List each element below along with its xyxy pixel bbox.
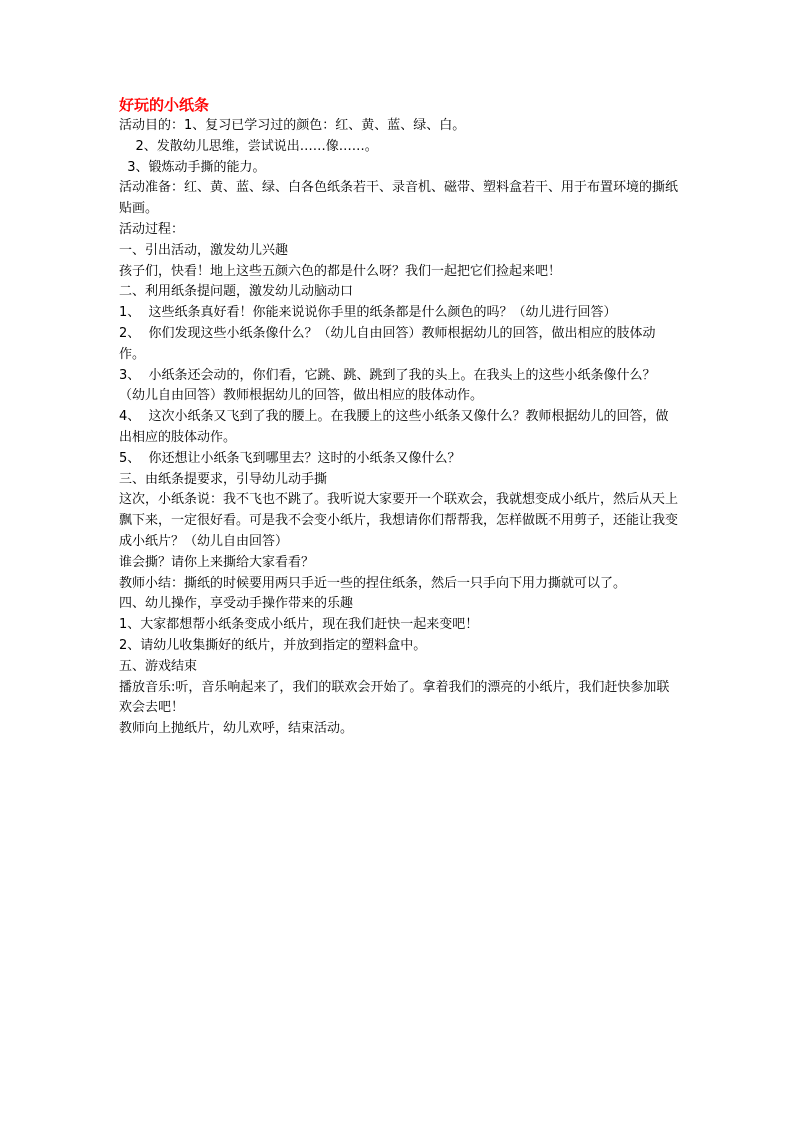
line-preparation: 活动准备：红、黄、蓝、绿、白各色纸条若干、录音机、磁带、塑料盒若干、用于布置环境的撕纸贴画。 [119, 180, 679, 217]
operation-item-1: 1、大家都想帮小纸条变成小纸片，现在我们赶快一起来变吧！ [119, 617, 479, 633]
section-heading-2: 二、利用纸条提问题，激发幼儿动脑动口 [119, 284, 354, 300]
list-item-2: 2、 你们发现这些小纸条像什么？（幼儿自由回答）教师根据幼儿的回答，做出相应的肢体动作。 [119, 325, 656, 362]
list-item-4: 4、 这次小纸条又飞到了我的腰上。在我腰上的这些小纸条又像什么？教师根据幼儿的回答，做出相应的肢体动作。 [119, 409, 669, 445]
list-item-5: 5、 你还想让小纸条飞到哪里去？这时的小纸条又像什么？ [119, 450, 461, 466]
document-body [119, 116, 679, 740]
line-objective-1: 活动目的：1、复习已学习过的颜色：红、黄、蓝、绿、白。 [119, 118, 466, 133]
section-heading-4: 四、幼儿操作，享受动手操作带来的乐趣 [119, 596, 354, 612]
paragraph-summary: 教师小结：撕纸的时候要用两只手近一些的捏住纸条，然后一只手向下用力撕就可以了。 [119, 575, 627, 591]
paragraph-ending: 教师向上抛纸片，幼儿欢呼，结束活动。 [119, 721, 354, 737]
list-item-3: 3、 小纸条还会动的，你们看，它跳、跳、跳到了我的头上。在我头上的这些小纸条像什么？（幼儿自由回答）教师根据幼儿的回答，做出相应的肢体动作。 [119, 367, 656, 404]
document-title: 好玩的小纸条 [119, 96, 210, 114]
line-objective-2: 2、发散幼儿思维，尝试说出……像……。 [119, 138, 378, 154]
line-objective-3: 3、锻炼动手撕的能力。 [119, 159, 266, 175]
list-item-1: 1、 这些纸条真好看！你能来说说你手里的纸条都是什么颜色的吗？（幼儿进行回答） [119, 305, 617, 321]
line-process-heading: 活动过程： [119, 221, 185, 237]
section-heading-5: 五、游戏结束 [119, 658, 198, 674]
paragraph-intro: 孩子们，快看！地上这些五颜六色的都是什么呀？我们一起把它们捡起来吧！ [119, 263, 562, 279]
paragraph-story: 这次，小纸条说：我不飞也不跳了。我听说大家要开一个联欢会，我就想变成小纸片，然后从天上飘下来，一定很好看。可是我不会变小纸片，我想请你们帮帮我，怎样做既不用剪子，还能让我变成小纸片？（幼儿自由回答） [119, 492, 679, 549]
section-heading-3: 三、由纸条提要求，引导幼儿动手撕 [119, 471, 328, 487]
paragraph-question: 谁会撕？请你上来撕给大家看看？ [119, 554, 315, 570]
document-page [119, 95, 679, 740]
operation-item-2: 2、请幼儿收集撕好的纸片，并放到指定的塑料盒中。 [119, 637, 427, 653]
section-heading-1: 一、引出活动，激发幼儿兴趣 [119, 242, 289, 258]
paragraph-music: 播放音乐:听，音乐响起来了，我们的联欢会开始了。拿着我们的漂亮的小纸片，我们赶快参加联欢会去吧！ [119, 679, 670, 716]
